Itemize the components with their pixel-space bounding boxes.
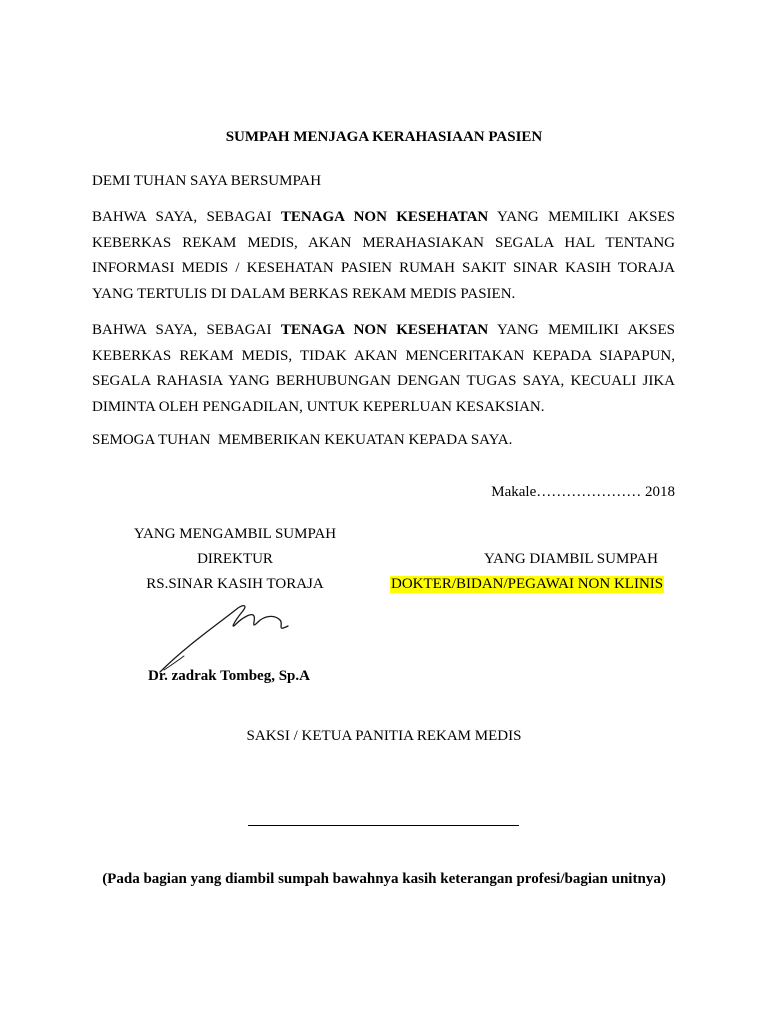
paragraph-1-rest: YANG MEMILIKI AKSES KEBERKAS REKAM MEDIS, AKAN MERAHASIAKAN SEGALA HAL TENTANG INFORMASI MEDIS / KESEHATAN PASIEN RUMAH SAKIT SINAR KASIH TORAJA YANG TERTULIS DI DALAM BERKAS REKAM MEDIS PASIEN.: [92, 209, 675, 302]
witness-heading: SAKSI / KETUA PANITIA REKAM MEDIS: [246, 728, 522, 744]
document-title: SUMPAH MENJAGA KERAHASIAAN PASIEN: [225, 129, 543, 145]
paragraph-1-lead: BAHWA SAYA, SEBAGAI: [92, 209, 281, 225]
place-date: Makale………………… 2018: [491, 484, 675, 500]
paragraph-2-emphasis: TENAGA NON KESEHATAN: [280, 322, 489, 338]
oath-opening: DEMI TUHAN SAYA BERSUMPAH: [92, 173, 322, 189]
oath-taker-position: DIREKTUR: [197, 551, 273, 567]
paragraph-2-lead: BAHWA SAYA, SEBAGAI: [92, 322, 281, 338]
director-name: Dr. zadrak Tombeg, Sp.A: [148, 668, 310, 684]
oath-taker-heading: YANG MENGAMBIL SUMPAH: [133, 526, 337, 542]
footnote: (Pada bagian yang diambil sumpah bawahnya kasih keterangan profesi/bagian unitnya): [102, 871, 666, 887]
oath-giver-role-highlighted: DOKTER/BIDAN/PEGAWAI NON KLINIS: [391, 576, 664, 592]
closing-prayer: SEMOGA TUHAN MEMBERIKAN KEKUATAN KEPADA SAYA.: [92, 432, 513, 448]
handwritten-signature-icon: [156, 596, 306, 676]
paragraph-1-emphasis: TENAGA NON KESEHATAN: [280, 209, 489, 225]
oath-giver-heading: YANG DIAMBIL SUMPAH: [484, 551, 658, 567]
oath-taker-institution: RS.SINAR KASIH TORAJA: [146, 576, 324, 592]
paragraph-2-rest: YANG MEMILIKI AKSES KEBERKAS REKAM MEDIS, TIDAK AKAN MENCERITAKAN KEPADA SIAPAPUN, SEGALA RAHASIA YANG BERHUBUNGAN DENGAN TUGAS SAYA, KECUALI JIKA DIMINTA OLEH PENGADILAN, UNTUK KEPERLUAN KESAKSIAN.: [92, 322, 675, 415]
witness-signature-line: [248, 825, 519, 826]
paragraph-1: [92, 205, 675, 307]
paragraph-2: [92, 318, 675, 420]
